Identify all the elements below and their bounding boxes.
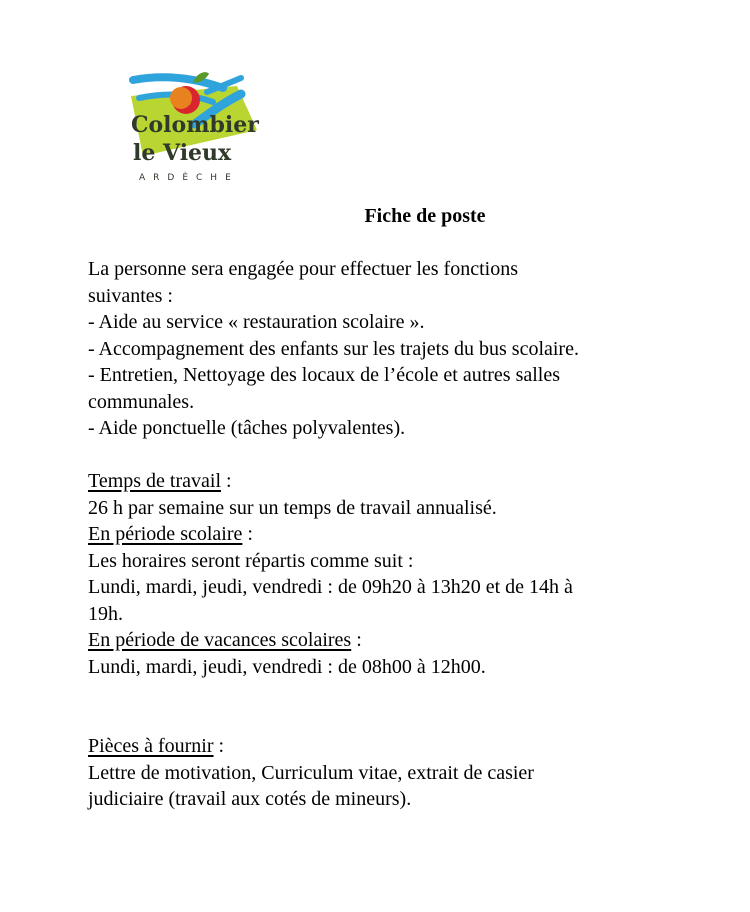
documents-line: Lettre de motivation, Curriculum vitae, extrait de casier — [88, 761, 534, 784]
intro-line: - Aide au service « restauration scolaire ». — [88, 311, 425, 333]
holiday-period-heading-line — [88, 627, 668, 654]
documents-heading-suffix: : — [213, 735, 225, 757]
documents-heading-line — [88, 733, 668, 760]
holiday-period-text: Lundi, mardi, jeudi, vendredi : de 08h00 à 12h00. — [88, 655, 486, 678]
documents-line: judiciaire (travail aux cotés de mineurs). — [88, 788, 412, 810]
intro-line: - Entretien, Nettoyage des locaux de l’école et autres salles — [88, 364, 561, 386]
school-period-heading-suffix: : — [242, 523, 253, 545]
logo-text-line1: Colombier — [131, 112, 259, 138]
logo-text-line2: le Vieux — [133, 140, 232, 166]
holiday-period-heading: En période de vacances scolaires — [88, 629, 352, 651]
intro-line: - Accompagnement des enfants sur les trajets du bus scolaire. — [88, 337, 579, 360]
document-body — [88, 256, 668, 813]
school-period-line: Lundi, mardi, jeudi, vendredi : de 09h20 à 13h20 et de 14h à — [88, 576, 573, 598]
school-period-heading-line — [88, 521, 668, 548]
work-time-heading-suffix: : — [221, 470, 232, 492]
documents-heading: Pièces à fournir — [88, 735, 214, 757]
school-period-heading: En période scolaire — [88, 523, 243, 545]
intro-line: communales. — [88, 390, 195, 413]
intro-line: La personne sera engagée pour effectuer les fonctions — [88, 258, 518, 280]
school-period-line: 19h. — [88, 602, 123, 625]
logo-text-line3: ARDÈCHE — [139, 173, 239, 183]
logo-graphic — [125, 68, 265, 188]
holiday-period-heading-suffix: : — [351, 629, 362, 651]
work-time-text: 26 h par semaine sur un temps de travail annualisé. — [88, 496, 497, 519]
intro-line: suivantes : — [88, 284, 173, 307]
intro-line: - Aide ponctuelle (tâches polyvalentes). — [88, 417, 406, 439]
school-period-line: Les horaires seront répartis comme suit : — [88, 549, 414, 572]
work-time-heading: Temps de travail — [88, 470, 221, 492]
document-title: Fiche de poste — [364, 205, 486, 227]
work-time-heading-line — [88, 468, 668, 495]
colombier-le-vieux-logo — [125, 68, 265, 188]
